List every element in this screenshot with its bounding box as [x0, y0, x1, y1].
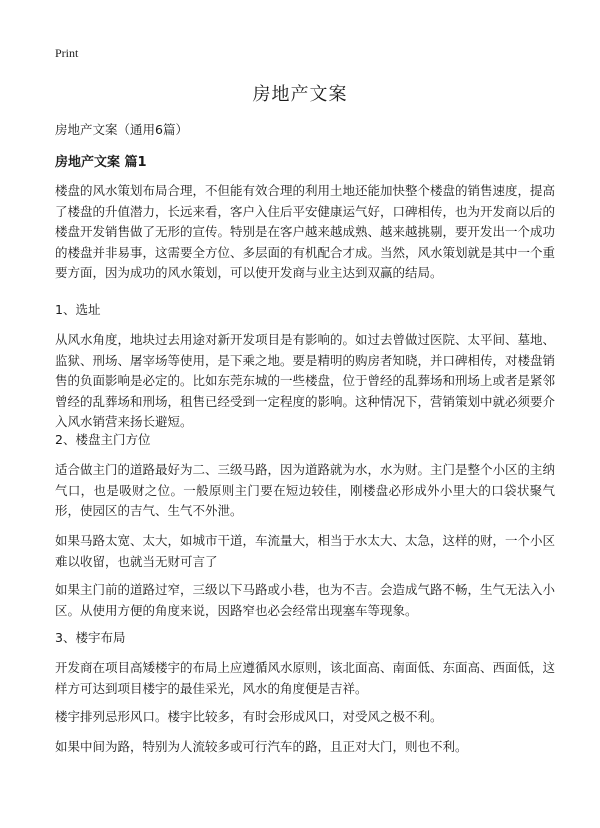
heading-building-layout: 3、楼宇布局 — [55, 630, 126, 645]
paragraph-building-layout-2: 楼宇排列忌形风口。楼宇比较多，有时会形成风口，对受风之极不利。 — [55, 709, 443, 724]
paragraph-site-selection: 从风水角度，地块过去用途对新开发项目是有影响的。如过去曾做过医院、太平间、墓地、监狱、刑场、屠宰场等使用，是下乘之地。要是精明的购房者知晓，并口碑相传，对楼盘销售的负面影响是必定的。比如东莞东城的一些楼盘，位于曾经的乱葬场和刑场上或者是紧邻曾经的乱葬场和刑场，租售已经受到一定程度的影响。这种情况下，营销策划中就必须要介入风水销营来扬长避短。 — [55, 332, 556, 429]
heading-main-gate: 2、楼盘主门方位 — [55, 432, 151, 447]
heading-site-selection: 1、选址 — [55, 302, 101, 317]
paragraph-intro: 楼盘的风水策划布局合理，不但能有效合理的利用土地还能加快整个楼盘的销售速度，提高了楼盘的升值潜力，长远来看，客户入住后平安健康运气好，口碑相传，也为开发商以后的楼盘开发销售做了无形的宣传。特别是在客户越来越成熟、越来越挑剔，要开发出一个成功的楼盘并非易事，这需要全方位、多层面的有机配合才成。当然，风水策划就是其中一个重要方面，因为成功的风水策划，可以使开发商与业主达到双赢的结局。 — [55, 183, 556, 280]
paragraph-building-layout-3: 如果中间为路，特别为人流较多或可行汽车的路，且正对大门，则也不利。 — [55, 739, 468, 754]
page-title: 房地产文案 — [252, 84, 348, 105]
paragraph-main-gate-1: 适合做主门的道路最好为二、三级马路，因为道路就为水，水为财。主门是整个小区的主纳气口，也是吸财之位。一般原则主门要在短边较佳，刚楼盘必形成外小里大的口袋状聚气形，使园区的吉气、生气不外泄。 — [55, 462, 556, 518]
paragraph-main-gate-2: 如果马路太宽、太大，如城市干道，车流量大，相当于水太大、太急，这样的财，一个小区难以收留，也就当无财可言了 — [55, 533, 556, 569]
paragraph-main-gate-3: 如果主门前的道路过窄，三级以下马路或小巷，也为不吉。会造成气路不畅，生气无法入小区。从使用方便的角度来说，因路窄也必会经常出现塞车等现象。 — [55, 582, 556, 618]
document-subtitle: 房地产文案（通用6篇） — [55, 122, 188, 137]
print-link[interactable]: Print — [55, 46, 79, 60]
section-heading: 房地产文案 篇1 — [55, 155, 147, 170]
paragraph-building-layout-1: 开发商在项目高矮楼宇的布局上应遵循风水原则，该北面高、南面低、东面高、西面低，这样方可达到项目楼宇的最佳采光，风水的角度便是吉祥。 — [55, 660, 556, 696]
